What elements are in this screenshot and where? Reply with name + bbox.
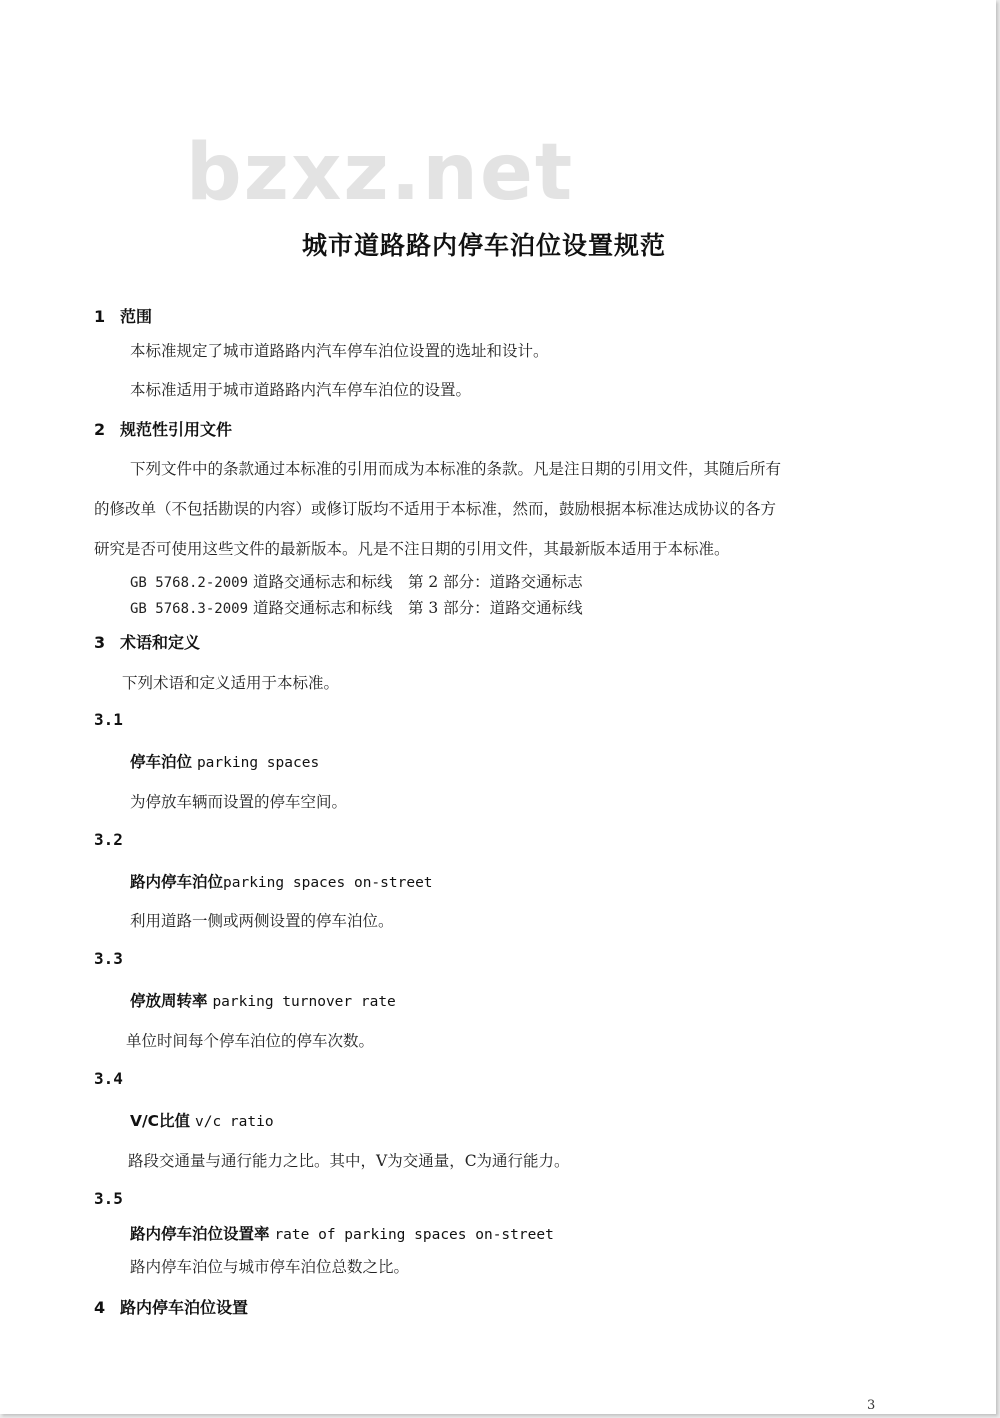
term-definition: 利用道路一侧或两侧设置的停车泊位。 [130,912,394,930]
section-2-heading [94,417,232,440]
reference-code: GB 5768.3-2009 [130,601,249,617]
term-english: parking turnover rate [212,994,396,1010]
term-entry [130,1109,274,1131]
term-chinese: 停车泊位 [130,753,193,771]
term-english: rate of parking spaces on-street [274,1227,554,1243]
term-number: 3.2 [94,830,123,849]
paragraph-line: 的修改单（不包括勘误的内容）或修订版均不适用于本标准，然而，鼓励根据本标准达成协议的各方 [94,500,777,518]
term-definition: 为停放车辆而设置的停车空间。 [130,793,348,811]
term-definition: 单位时间每个停车泊位的停车次数。 [126,1032,375,1050]
term-number: 3.1 [94,710,123,729]
reference-code: GB 5768.2-2009 [130,575,249,591]
paragraph: 下列术语和定义适用于本标准。 [122,674,340,692]
watermark: bzxz.net [185,128,575,218]
term-definition: 路内停车泊位与城市停车泊位总数之比。 [130,1258,410,1276]
reference-title: 道路交通标志和标线 第 3 部分：道路交通标线 [252,599,583,617]
paragraph: 本标准规定了城市道路路内汽车停车泊位设置的选址和设计。 [130,342,549,360]
section-title: 路内停车泊位设置 [120,1298,249,1317]
section-number: 2 [94,420,106,439]
term-chinese: V/C比值 [130,1112,191,1130]
term-entry [130,989,396,1011]
reference-item [130,570,583,592]
section-title: 术语和定义 [120,633,201,652]
term-entry [130,750,319,772]
term-number: 3.4 [94,1069,123,1088]
term-chinese: 路内停车泊位 [130,873,224,891]
term-english: v/c ratio [194,1114,274,1130]
term-english: parking spaces on-street [223,875,433,891]
section-1-heading [94,304,152,327]
page-number: 3 [867,1398,876,1413]
term-chinese: 路内停车泊位设置率 [130,1225,270,1243]
term-entry [130,1222,554,1244]
reference-item [130,596,583,618]
paragraph: 本标准适用于城市道路路内汽车停车泊位的设置。 [130,381,472,399]
paragraph-line: 下列文件中的条款通过本标准的引用而成为本标准的条款。凡是注日期的引用文件，其随后所有 [130,460,782,478]
paragraph-line: 研究是否可使用这些文件的最新版本。凡是不注日期的引用文件，其最新版本适用于本标准。 [94,540,730,558]
document-title: 城市道路路内停车泊位设置规范 [301,231,666,260]
reference-title: 道路交通标志和标线 第 2 部分：道路交通标志 [252,573,583,591]
section-title: 规范性引用文件 [120,420,233,439]
section-4-heading [94,1295,248,1318]
term-english: parking spaces [196,755,320,771]
term-number: 3.5 [94,1189,123,1208]
term-number: 3.3 [94,949,123,968]
section-3-heading [94,630,200,653]
section-number: 1 [94,307,106,326]
term-chinese: 停放周转率 [130,992,208,1010]
term-definition: 路段交通量与通行能力之比。其中，V为交通量，C为通行能力。 [128,1152,570,1170]
section-title: 范围 [120,307,153,326]
section-number: 4 [94,1298,106,1317]
term-entry [130,870,433,892]
section-number: 3 [94,633,106,652]
